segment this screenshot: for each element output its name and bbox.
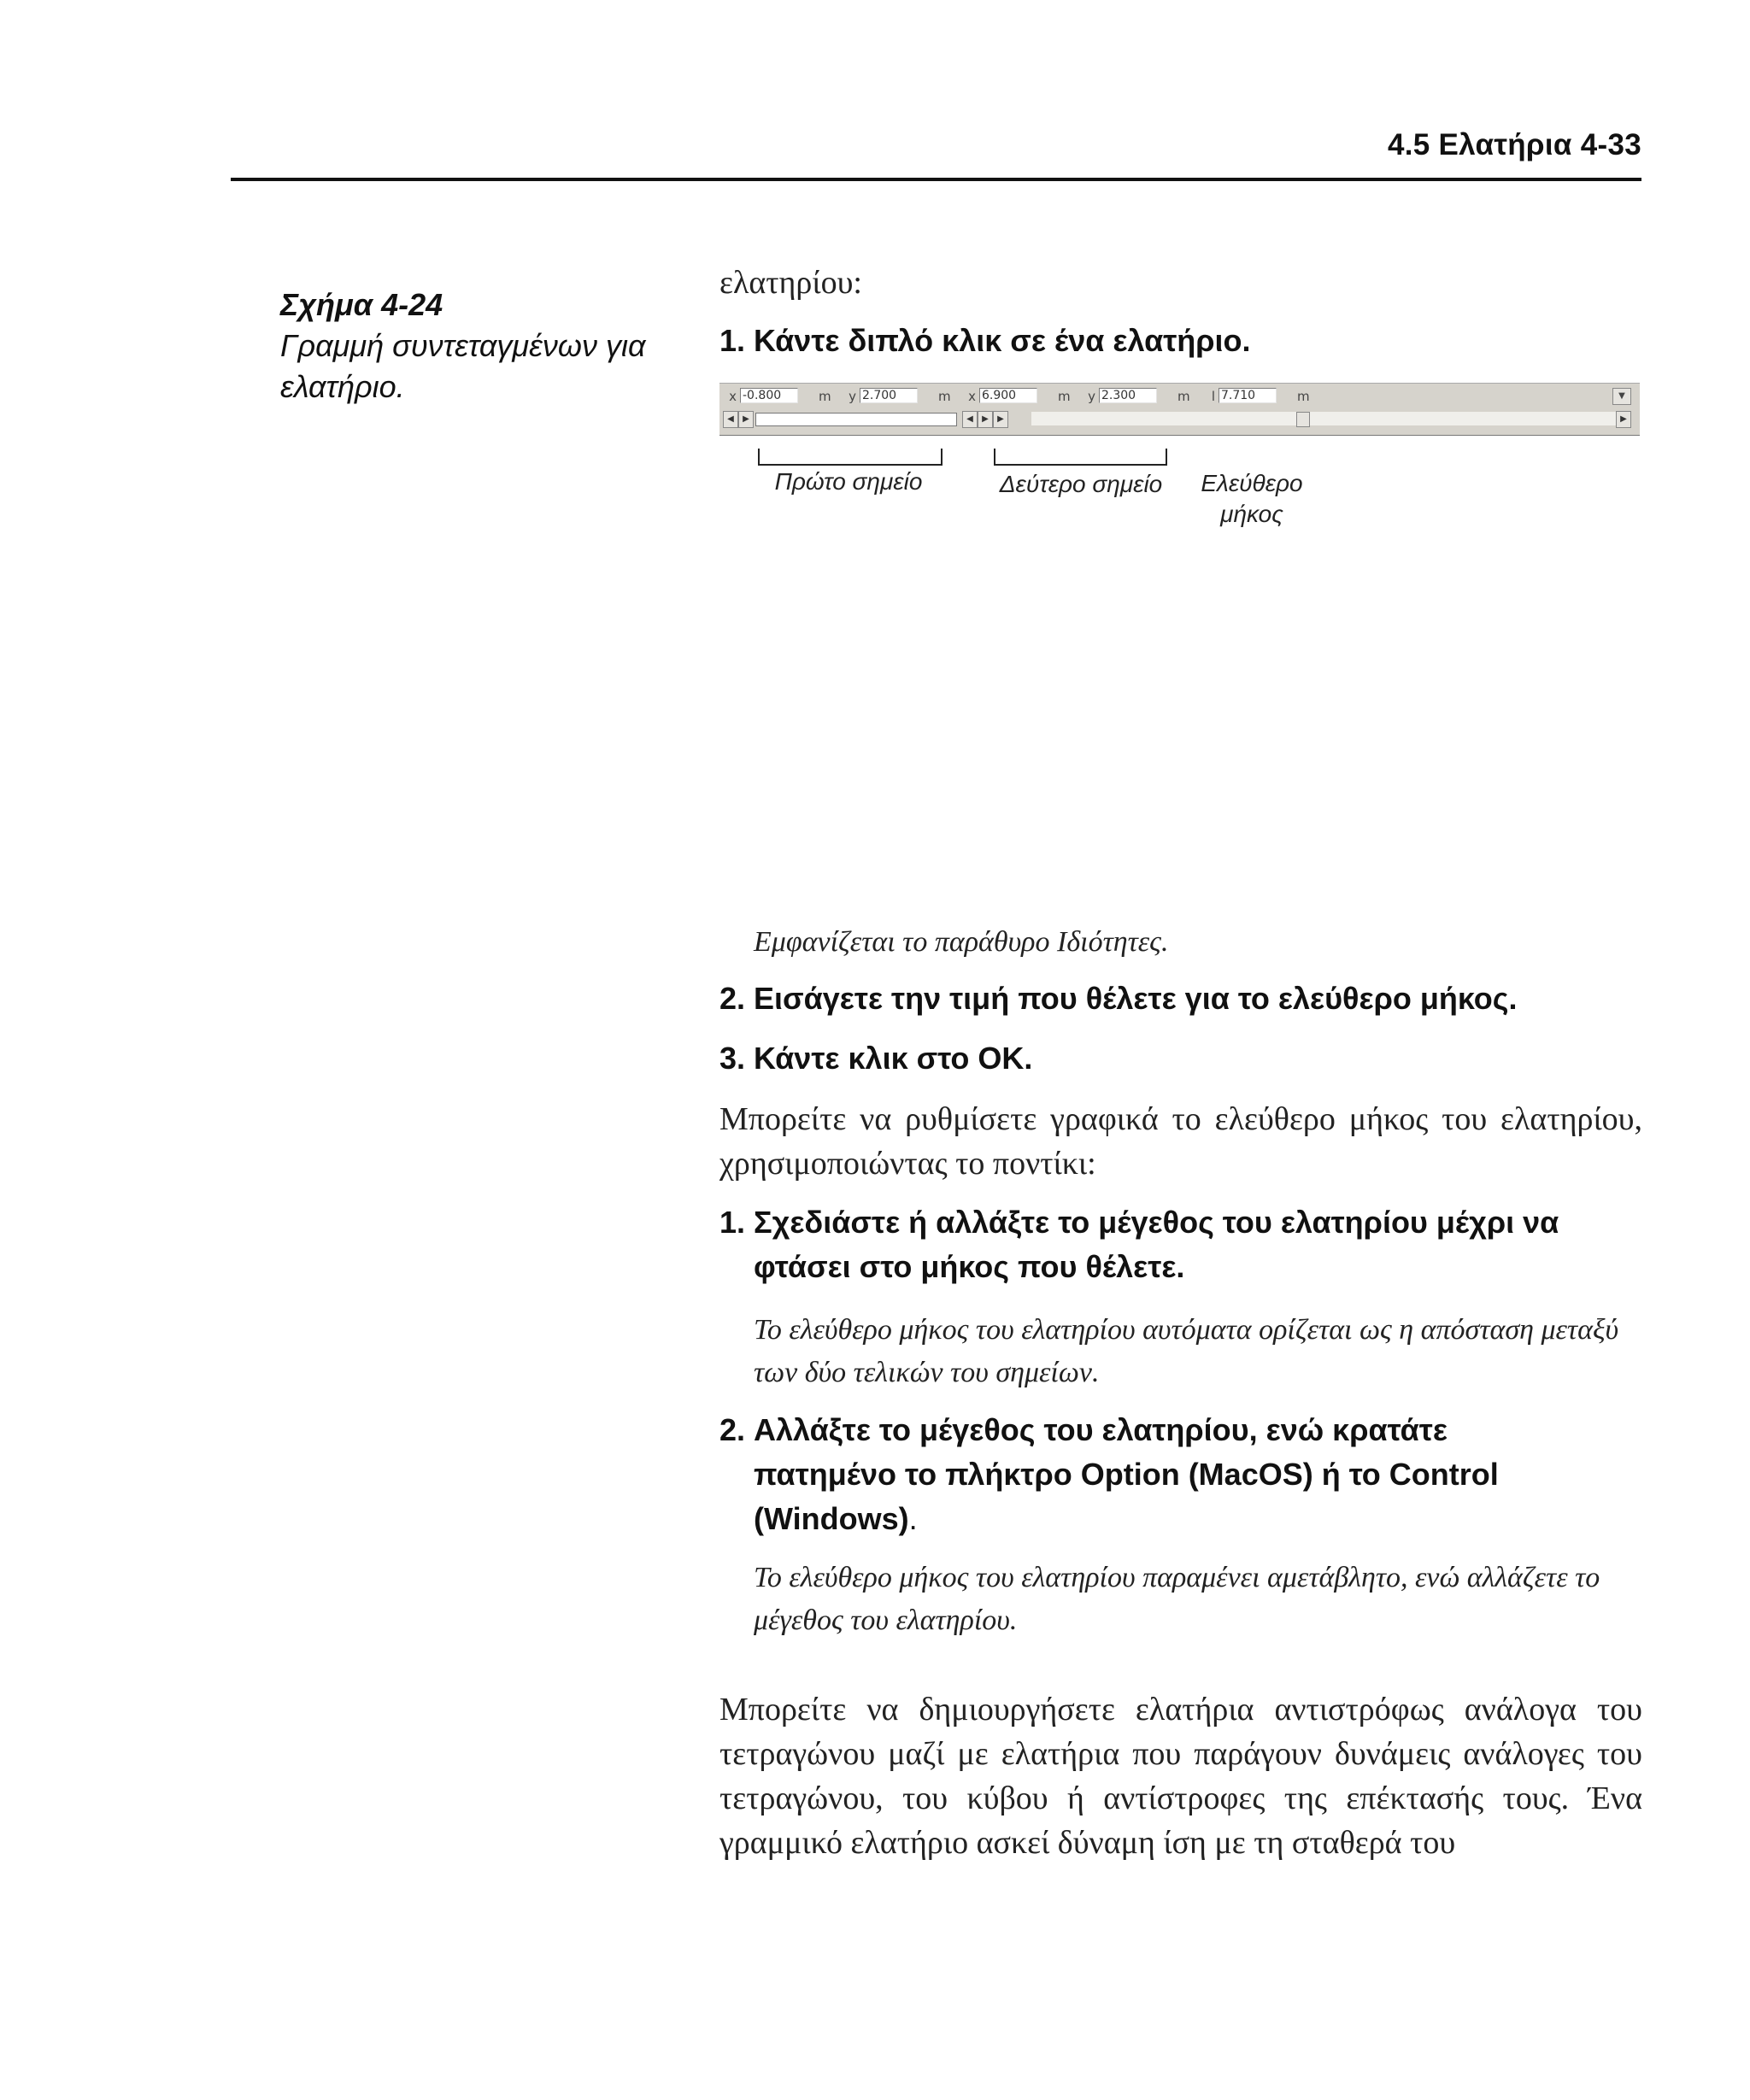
scrollbar-thumb[interactable] [1296, 412, 1310, 427]
step-a2 [719, 977, 1651, 1021]
step-text: Σχεδιάστε ή αλλάξτε το μέγεθος του ελατηρίου μέχρι να [754, 1205, 1559, 1240]
y2-input[interactable]: 2.300 [1099, 388, 1157, 403]
x1-input[interactable]: -0.800 [740, 388, 798, 403]
paragraph-final: Μπορείτε να δημιουργήσετε ελατήρια αντιστρόφως ανάλογα του τετραγώνου μαζί με ελατήρια που παράγουν δυνάμεις ανάλογες του τετραγώνου, του κύβου ή αντίστροφες της επέκτασής τους. Ένα γραμμικό ελατήριο ασκεί δύναμη ίση με τη σταθερά του [719, 1692, 1642, 1861]
x2-input[interactable]: 6.900 [979, 388, 1037, 403]
scroll-row [719, 409, 1640, 430]
scroll-left-icon[interactable]: ◀ [723, 411, 738, 428]
result-b2: Το ελεύθερο μήκος του ελατηρίου παραμένει αμετάβλητο, ενώ αλλάζετε το μέγεθος του ελατηρίου. [754, 1562, 1600, 1636]
spring-coordinate-bar: x -0.800 m y 2.700 m x 6.900 m y 2.300 m l 7.710 m ▼ ◀ ▶ ◀ ▶ ▶ ▶ [719, 383, 1640, 436]
intro-tail: ελατηρίου: [719, 265, 862, 301]
step-text-continued: φτάσει στο μήκος που θέλετε. [754, 1249, 1185, 1284]
length-input[interactable]: 7.710 [1219, 388, 1277, 403]
chevron-down-icon[interactable]: ▼ [1612, 388, 1631, 405]
second-point-bracket [994, 449, 1167, 466]
free-length-label: Ελεύθερο μήκος [1201, 470, 1303, 527]
scroll-right-icon[interactable]: ▶ [738, 411, 754, 428]
step-text: Κάντε διπλό κλικ σε ένα ελατήριο. [754, 323, 1251, 358]
step-text-continued: (Windows) [754, 1501, 909, 1536]
step-number: 2. [719, 1412, 746, 1447]
step-number: 1. [719, 323, 746, 358]
step-text: Αλλάξτε το μέγεθος του ελατηρίου, ενώ κρατάτε [754, 1412, 1448, 1447]
step-text: Κάντε κλικ στο OK. [754, 1041, 1033, 1076]
first-point-bracket [758, 449, 943, 466]
first-point-label: Πρώτο σημείο [774, 468, 923, 495]
paragraph-mouse: Μπορείτε να ρυθμίσετε γραφικά το ελεύθερο μήκος του ελατηρίου, χρησιμοποιώντας το ποντίκι: [719, 1101, 1642, 1182]
y1-input[interactable]: 2.700 [860, 388, 918, 403]
scroll-left-icon[interactable]: ◀ [962, 411, 978, 428]
step-number: 3. [719, 1041, 746, 1076]
secondary-scrollbar-track[interactable] [1031, 412, 1621, 425]
scroll-right-icon[interactable]: ▶ [1616, 411, 1631, 428]
scroll-end-icon[interactable]: ▶ [978, 411, 993, 428]
step-b1 [719, 1200, 1651, 1289]
step-b2 [719, 1408, 1651, 1541]
result-b1: Το ελεύθερο μήκος του ελατηρίου αυτόματα ορίζεται ως η απόσταση μεταξύ των δύο τελικών του σημείων. [754, 1314, 1619, 1388]
step-number: 1. [719, 1205, 746, 1240]
figure-caption-text: Γραμμή συντεταγμένων για ελατήριο. [280, 328, 646, 404]
header-rule [231, 178, 1641, 181]
step-a3 [719, 1036, 1642, 1081]
figure-caption [280, 284, 656, 408]
step-text: Εισάγετε την τιμή που θέλετε για το ελεύθερο μήκος. [754, 981, 1518, 1016]
figure-number: Σχήμα 4-24 [280, 287, 443, 322]
scroll-right-icon[interactable]: ▶ [993, 411, 1008, 428]
step-tail: . [908, 1501, 918, 1536]
running-head: 4.5 Ελατήρια 4-33 [1387, 128, 1641, 161]
result-a1: Εμφανίζεται το παράθυρο Ιδιότητες. [754, 926, 1169, 958]
horizontal-scrollbar-track[interactable] [755, 413, 957, 426]
step-text-continued: πατημένο το πλήκτρο Option (MacOS) ή το Control [754, 1457, 1499, 1492]
second-point-label: Δεύτερο σημείο [999, 471, 1163, 497]
step-a1 [719, 319, 1642, 363]
step-number: 2. [719, 981, 746, 1016]
